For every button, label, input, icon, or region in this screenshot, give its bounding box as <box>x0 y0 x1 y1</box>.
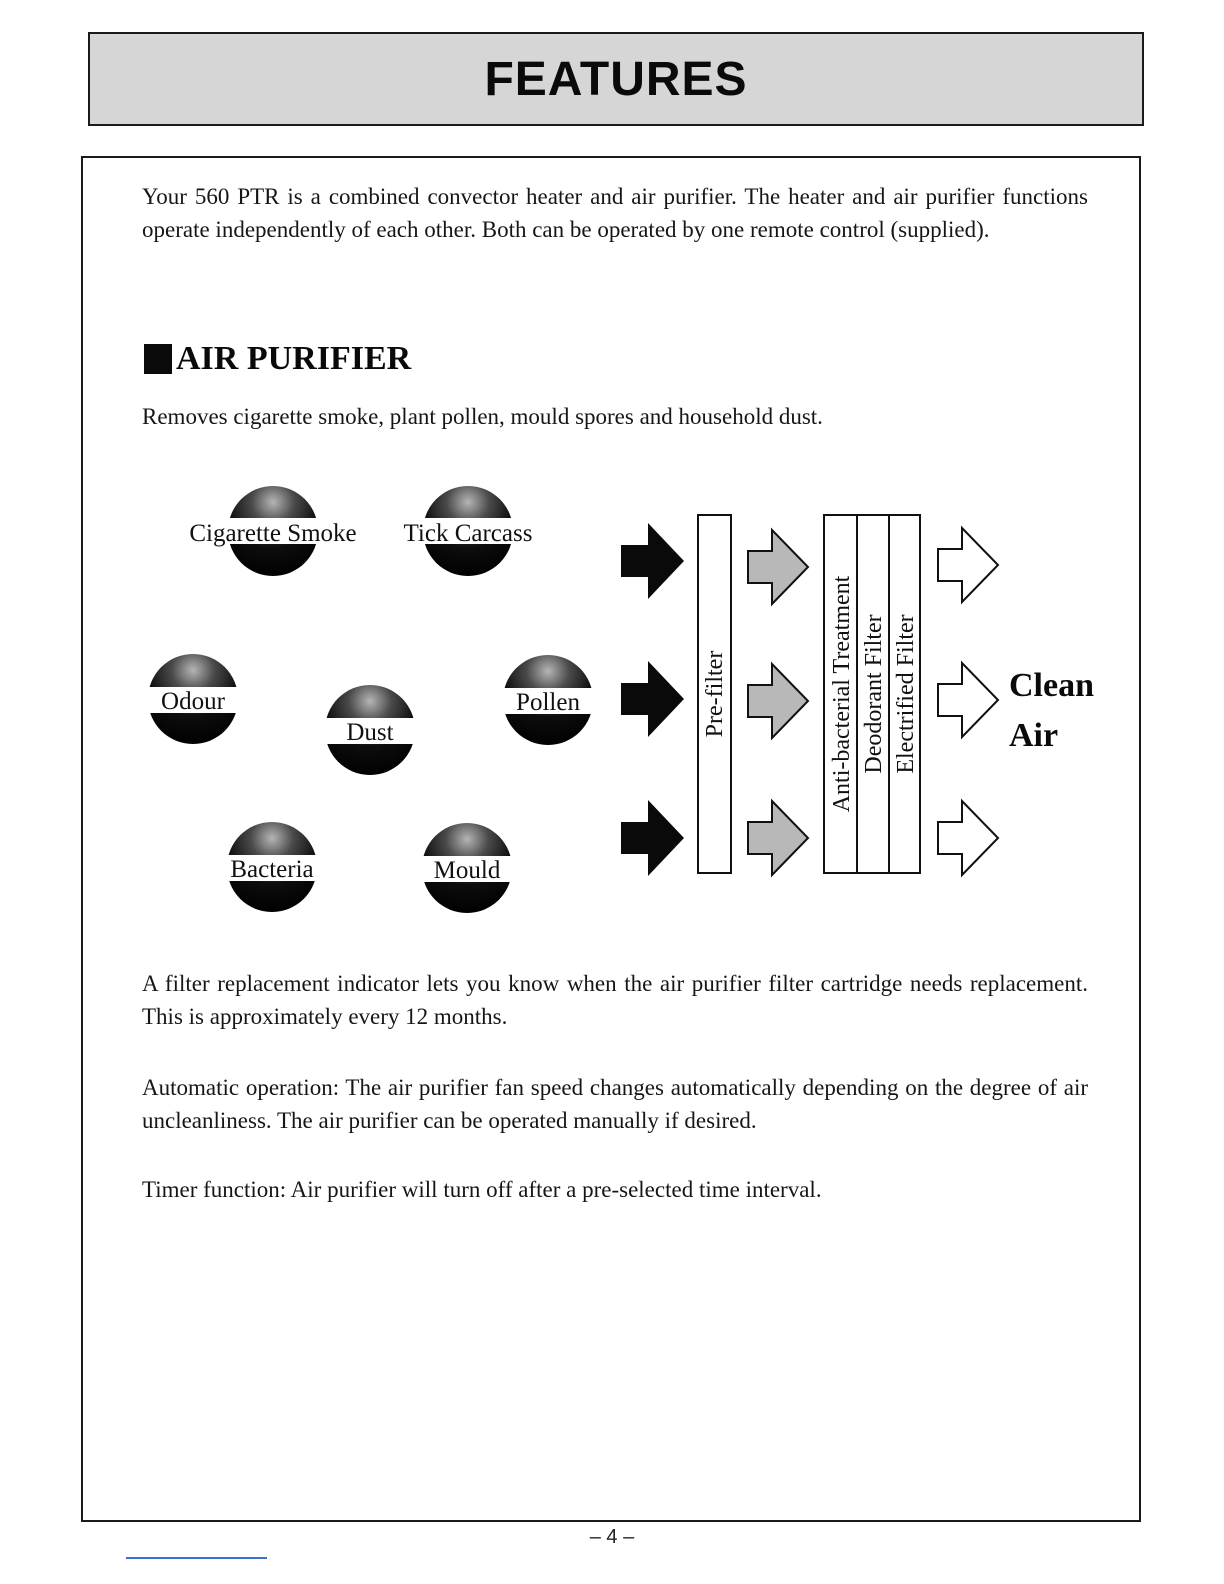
pollutant-cigarette-smoke <box>189 486 356 576</box>
outline-arrow-icon <box>938 663 998 737</box>
page-number: – 4 – <box>589 1526 635 1548</box>
filter-indicator-paragraph: A filter replacement indicator lets you know when the air purifier filter cartridge needs replacement. This is approximately every 12 months. <box>142 971 1088 1029</box>
grey-arrow-icon <box>748 664 808 738</box>
pollutant-odour <box>146 654 240 744</box>
clean-air-label-line2: Air <box>1009 717 1059 754</box>
pollutant-label: Dust <box>346 719 394 746</box>
bottom-rule <box>126 1557 267 1559</box>
antibacterial-label: Anti-bacterial Treatment <box>829 575 855 813</box>
pollutant-dust <box>323 685 417 775</box>
page-title: FEATURES <box>484 53 748 106</box>
pollutant-label: Cigarette Smoke <box>189 520 357 547</box>
grey-arrow-icon <box>748 530 808 604</box>
input-arrows <box>621 523 684 876</box>
intro-paragraph: Your 560 PTR is a combined convector heater and air purifier. The heater and air purifier functions operate independently of each other. Both can be operated by one remote control (supplied). <box>142 184 1088 242</box>
automatic-operation-paragraph: Automatic operation: The air purifier fan speed changes automatically depending on the degree of air uncleanliness. The air purifier can be operated manually if desired. <box>142 1075 1088 1133</box>
outline-arrow-icon <box>938 801 998 875</box>
output-arrows <box>938 528 998 875</box>
pollutant-tick-carcass <box>404 486 533 576</box>
electrified-label: Electrified Filter <box>893 614 919 774</box>
deodorant-label: Deodorant Filter <box>861 614 887 774</box>
outline-arrow-icon <box>938 528 998 602</box>
black-arrow-icon <box>621 523 684 599</box>
pollutant-bacteria <box>225 822 319 912</box>
pollutant-label: Mould <box>433 857 501 884</box>
clean-air-label-line1: Clean <box>1009 667 1094 704</box>
prefilter-label: Pre-filter <box>702 650 728 738</box>
timer-function-paragraph: Timer function: Air purifier will turn off after a pre-selected time interval. <box>142 1177 822 1202</box>
pollutant-label: Tick Carcass <box>403 520 533 547</box>
grey-arrow-icon <box>748 801 808 875</box>
pollutant-label: Pollen <box>516 689 580 716</box>
pollutant-pollen <box>501 655 595 745</box>
pollutant-label: Bacteria <box>230 856 314 883</box>
black-arrow-icon <box>621 661 684 737</box>
middle-arrows <box>748 530 808 875</box>
black-arrow-icon <box>621 800 684 876</box>
pollutant-label: Odour <box>161 688 225 715</box>
pollutant-mould <box>420 823 514 913</box>
section-title: AIR PURIFIER <box>176 340 412 377</box>
section-subtitle: Removes cigarette smoke, plant pollen, mould spores and household dust. <box>142 404 823 429</box>
